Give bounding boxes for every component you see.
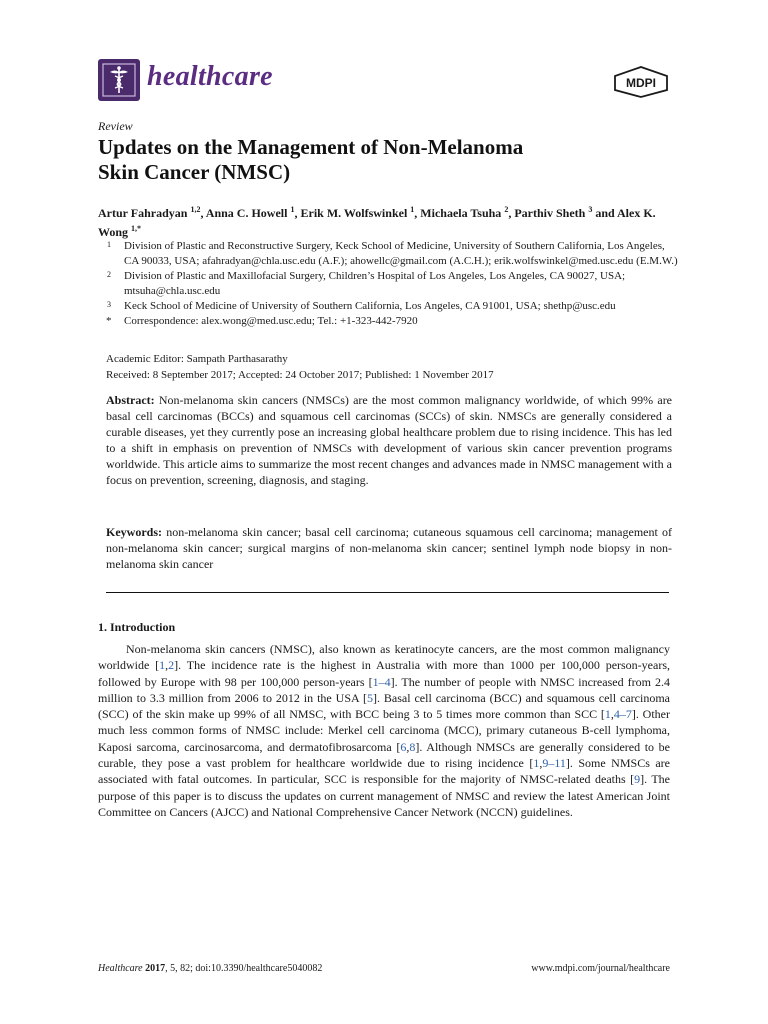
keywords-text: non-melanoma skin cancer; basal cell carcinoma; cutaneous squamous cell carcinoma; management of non-melanoma skin cancer; surgical margins of non-melanoma skin cancer; sentinel lymph node biopsy in non-melanoma skin cancer	[106, 525, 672, 571]
author-name: Artur Fahradyan	[98, 206, 188, 220]
author-affiliation-mark: 1	[290, 205, 295, 214]
affiliation-text: Division of Plastic and Reconstructive Surgery, Keck School of Medicine, University of Southern California, Los Angeles, CA 90033, USA; afahradyan@chla.usc.edu (A.F.); ahowellc@gmail.com (A.C.H.); erik.wolfswinkel@med.usc.edu (E.M.W.)	[124, 240, 678, 267]
paragraph-text: ,	[406, 739, 410, 754]
article-title	[98, 135, 678, 185]
affiliation-item	[98, 239, 678, 269]
affiliation-mark: 1	[107, 240, 111, 249]
citation-link[interactable]: 4–7	[613, 707, 632, 722]
author-name: Parthiv Sheth	[514, 206, 586, 220]
author-affiliation-mark: 1,2	[190, 205, 201, 214]
journal-name: healthcare	[147, 61, 273, 92]
footer-url[interactable]: www.mdpi.com/journal/healthcare	[531, 963, 670, 974]
footer-doi: , 5, 82; doi:10.3390/healthcare5040082	[165, 963, 323, 974]
affiliation-item	[98, 299, 678, 314]
abstract	[106, 392, 672, 488]
paragraph-text: ,	[610, 707, 614, 722]
publication-dates: Received: 8 September 2017; Accepted: 24 October 2017; Published: 1 November 2017	[106, 369, 494, 381]
author-affiliation-mark: 3	[588, 205, 593, 214]
affiliation-mark: 3	[107, 300, 111, 309]
affiliation-text: Keck School of Medicine of University of Southern California, Los Angeles, CA 91001, USA; shethp@usc.edu	[124, 300, 616, 312]
affiliation-mark: 2	[107, 270, 111, 279]
section-divider	[106, 592, 669, 593]
author-separator: ,	[200, 206, 206, 220]
footer-journal: Healthcare	[98, 963, 143, 974]
author-separator: and	[592, 206, 618, 220]
paragraph-text: ]. Other much less common forms of NMSC include: Merkel cell carcinoma (MCC), primary cutaneous B-cell lymphoma, Kaposi sarcoma, carcinosarcoma, and dermatofibrosarcoma [	[98, 707, 670, 754]
title-line-1: Updates on the Management of Non-Melanoma	[98, 135, 524, 159]
author-separator: ,	[414, 206, 421, 220]
author-list	[98, 202, 678, 240]
paragraph-text: ,	[165, 658, 169, 673]
affiliation-text: Division of Plastic and Maxillofacial Surgery, Children’s Hospital of Los Angeles, Los Angeles, CA 90027, USA; mtsuha@chla.usc.edu	[124, 270, 626, 297]
citation-link[interactable]: 1	[159, 658, 166, 673]
author-affiliation-mark: 1	[410, 205, 415, 214]
author-separator: ,	[294, 206, 301, 220]
author-affiliation-mark: 1,*	[131, 224, 142, 233]
intro-paragraph	[98, 641, 670, 820]
footer-year: 2017	[145, 963, 166, 974]
citation-link[interactable]: 5	[366, 690, 373, 705]
author-name: Michaela Tsuha	[420, 206, 502, 220]
paragraph-text: ]. The incidence rate is the highest in Australia with more than 1000 per 100,000 person-years, followed by Europe with 98 per 100,000 person-years [	[98, 658, 670, 689]
title-line-2: Skin Cancer (NMSC)	[98, 160, 291, 184]
paragraph-text: ]. Some NMSCs are associated with fatal outcomes. In particular, SCC is responsible for the majority of NMSC-related deaths [	[98, 756, 670, 787]
citation-link[interactable]: 6	[400, 739, 407, 754]
affiliation-text: Correspondence: alex.wong@med.usc.edu; Tel.: +1-323-442-7920	[124, 315, 418, 327]
author-name: Erik M. Wolfswinkel	[300, 206, 408, 220]
author-separator: ,	[508, 206, 515, 220]
mdpi-logo-text: MDPI	[626, 76, 656, 90]
citation-link[interactable]: 1–4	[372, 674, 391, 689]
citation-link[interactable]: 9–11	[542, 756, 566, 771]
affiliations	[98, 239, 678, 329]
academic-editor: Academic Editor: Sampath Parthasarathy	[106, 353, 288, 365]
article-type: Review	[98, 119, 133, 133]
paragraph-text: Non-melanoma skin cancers (NMSC), also known as keratinocyte cancers, are the most common malignancy worldwide [	[98, 642, 670, 673]
affiliation-item	[98, 269, 678, 299]
author-affiliation-mark: 2	[504, 205, 509, 214]
paragraph-text: ]. The purpose of this paper is to discuss the updates on current management of NMSC and review the latest American Joint Committee on Cancers (AJCC) and National Comprehensive Cancer Network (NCCN) guidelines.	[98, 772, 670, 819]
author-name: Anna C. Howell	[205, 206, 288, 220]
paragraph-text: ]. Basal cell carcinoma (BCC) and squamous cell carcinoma (SCC) of the skin make up 99% of all NMSC, with BCC being 3 to 5 times more common than SCC [	[98, 690, 670, 722]
paragraph-text: ]. The number of people with NMSC increased from 2.4 million to 3.3 million from 2006 to 2012 in the USA [	[98, 674, 670, 705]
article-meta	[106, 351, 676, 383]
paragraph-text: ,	[539, 756, 543, 771]
keywords	[106, 524, 672, 572]
keywords-label: Keywords:	[106, 525, 162, 539]
affiliation-item	[98, 314, 678, 329]
section-heading: 1. Introduction	[98, 620, 176, 634]
citation-link[interactable]: 1	[604, 707, 611, 722]
mdpi-logo	[613, 66, 669, 98]
affiliation-mark: *	[106, 315, 112, 327]
citation-link[interactable]: 2	[168, 658, 175, 673]
caduceus-icon	[98, 59, 140, 101]
citation-link[interactable]: 1	[533, 756, 540, 771]
abstract-label: Abstract:	[106, 393, 155, 407]
author-name: Alex K. Wong	[98, 206, 656, 239]
abstract-text: Non-melanoma skin cancers (NMSCs) are the most common malignancy worldwide, of which 99% are basal cell carcinomas (BCCs) and squamous cell carcinomas (SCCs) of skin. NMSCs are generally considered a curable diseases, yet they currently pose an increasing global healthcare problem due to rising incidence. This has led to a shift in emphasis on prevention of NMSCs with development of various skin cancer prevention programs worldwide. This article aims to summarize the most recent changes and advances made in NMSC management with a focus on prevention, screening, diagnosis, and staging.	[106, 393, 673, 487]
paragraph-text: ]. Although NMSCs are generally considered to be curable, they pose a vast problem for healthcare worldwide due to rising incidence [	[98, 739, 670, 771]
citation-link[interactable]: 8	[409, 739, 416, 754]
citation-link[interactable]: 9	[634, 772, 641, 787]
footer-citation	[98, 963, 322, 974]
journal-logo	[98, 59, 140, 101]
